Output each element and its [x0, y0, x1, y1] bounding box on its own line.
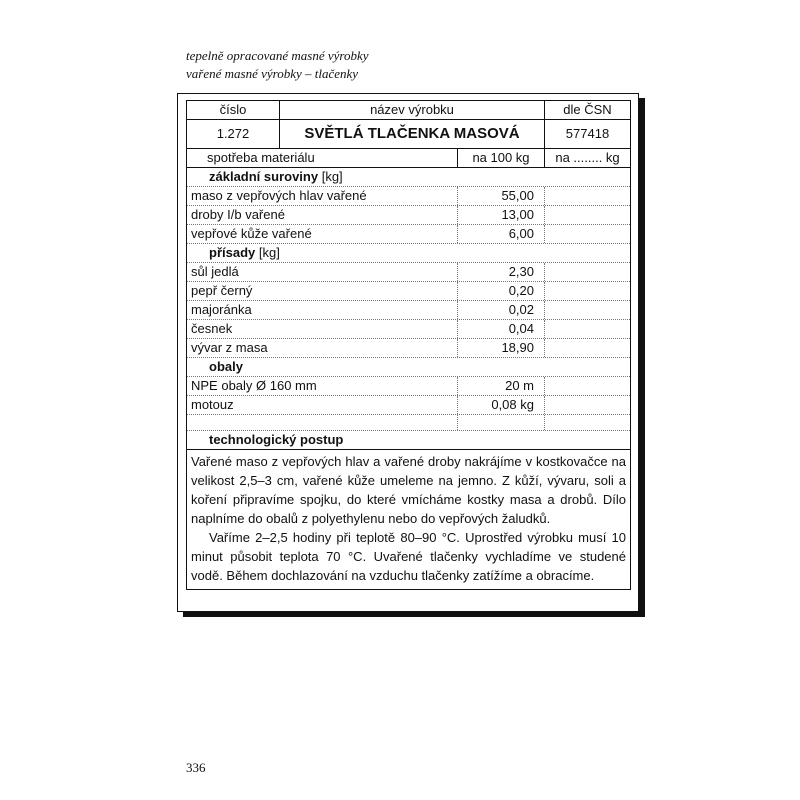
blank-row: [187, 415, 630, 431]
technology-paragraph-2: Vaříme 2–2,5 hodiny při teplotě 80–90 °C. Uprostřed výrobku musí 10 minut působit teplota 70 °C. Uvařené tlačenky vychladíme ve studené vodě. Během dochlazování na vzduchu tlačenky zatížíme a obracíme.: [191, 530, 626, 583]
ingredient-custom: [544, 339, 630, 357]
technology-paragraph-1: Vařené maso z vepřových hlav a vařené droby nakrájíme v kostkovačce na velikost 2,5–3 cm, vařené kůže umeleme na jemno. Z kůží, vývaru, soli a koření připravíme spojku, do které vmícháme kostky masa a drobů. Dílo naplníme do obalů z polyethylenu nebo do vepřových žaludků.: [191, 454, 626, 526]
ingredient-value: 55,00: [457, 187, 544, 205]
ingredient-value: 0,02: [457, 301, 544, 319]
recipe-table: [186, 100, 631, 590]
ingredient-value: 18,90: [457, 339, 544, 357]
ingredient-custom: [544, 263, 630, 281]
consumption-label: spotřeba materiálu: [207, 150, 315, 165]
section-unit: [kg]: [255, 245, 280, 260]
ingredient-name: vepřové kůže vařené: [191, 226, 312, 241]
ingredient-name: maso z vepřových hlav vařené: [191, 188, 367, 203]
section-title: základní suroviny: [209, 169, 319, 184]
header-line-2: vařené masné výrobky – tlačenky: [186, 66, 359, 81]
ingredient-value: 6,00: [457, 225, 544, 243]
product-standard: 577418: [544, 120, 630, 148]
section-title: přísady: [209, 245, 256, 260]
section-title-row: [187, 358, 630, 377]
ingredient-custom: [544, 396, 630, 414]
ingredient-name: NPE obaly Ø 160 mm: [191, 378, 317, 393]
col-number-label: číslo: [219, 102, 247, 117]
ingredient-value: 13,00: [457, 206, 544, 224]
consumption-row: [187, 149, 630, 168]
product-name: SVĚTLÁ TLAČENKA MASOVÁ: [279, 120, 544, 148]
technology-text: [187, 450, 630, 589]
ingredient-custom: [544, 320, 630, 338]
ingredient-name: motouz: [191, 397, 234, 412]
ingredient-value: 2,30: [457, 263, 544, 281]
product-number: 1.272: [216, 126, 250, 141]
running-header: [186, 47, 369, 83]
table-row: [187, 282, 630, 301]
table-row: [187, 225, 630, 244]
ingredient-value: 0,04: [457, 320, 544, 338]
section-title-row: [187, 244, 630, 263]
table-row: [187, 339, 630, 358]
ingredient-custom: [544, 301, 630, 319]
table-row: [187, 396, 630, 415]
table-row: [187, 187, 630, 206]
ingredient-value: 20 m: [457, 377, 544, 395]
ingredient-custom: [544, 377, 630, 395]
ingredient-name: vývar z masa: [191, 340, 268, 355]
ingredient-name: česnek: [191, 321, 233, 336]
col-standard-label: dle ČSN: [544, 101, 630, 119]
recipe-card: [177, 93, 639, 612]
section-title-row: [187, 168, 630, 187]
page-number: 336: [186, 760, 206, 775]
col-name-label: název výrobku: [279, 101, 544, 119]
section-title: obaly: [209, 359, 243, 374]
ingredient-value: 0,08 kg: [457, 396, 544, 414]
section-unit: [kg]: [318, 169, 343, 184]
ingredient-custom: [544, 206, 630, 224]
technology-title: technologický postup: [187, 431, 630, 450]
header-line-1: tepelně opracované masné výrobky: [186, 48, 369, 63]
table-row: [187, 301, 630, 320]
ingredient-custom: [544, 282, 630, 300]
ingredient-name: pepř černý: [191, 283, 253, 298]
table-header-row: [187, 101, 630, 120]
per-custom-label: na ........ kg: [544, 149, 630, 167]
ingredient-name: droby I/b vařené: [191, 207, 285, 222]
ingredient-custom: [544, 187, 630, 205]
per-100-label: na 100 kg: [457, 149, 544, 167]
table-row: [187, 320, 630, 339]
product-row: [187, 120, 630, 149]
table-row: [187, 263, 630, 282]
table-row: [187, 377, 630, 396]
ingredient-name: majoránka: [191, 302, 252, 317]
ingredient-name: sůl jedlá: [191, 264, 239, 279]
table-row: [187, 206, 630, 225]
ingredient-custom: [544, 225, 630, 243]
ingredient-value: 0,20: [457, 282, 544, 300]
